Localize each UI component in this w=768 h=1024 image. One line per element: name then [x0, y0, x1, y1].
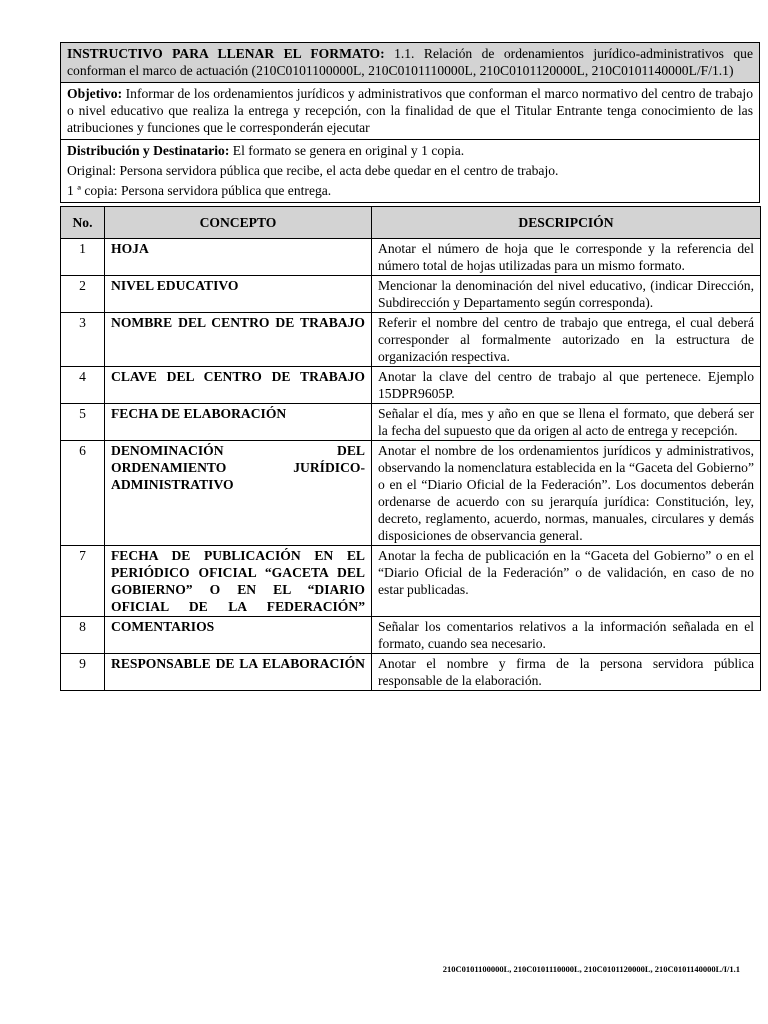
- row-description: Mencionar la denominación del nivel educativo, (indicar Dirección, Subdirección y Departamento según corresponda).: [372, 276, 761, 313]
- table-row: [61, 404, 761, 441]
- row-concept: FECHA DE PUBLICACIÓN EN EL PERIÓDICO OFICIAL “GACETA DEL GOBIERNO” O EN EL “DIARIO OFICIAL DE LA FEDERACIÓN”: [105, 546, 372, 617]
- objective-text: Informar de los ordenamientos jurídicos y administrativos que conforman el marco normativo del centro de trabajo o nivel educativo que realiza la entrega y recepción, con la finalidad de que el Titular Entrante tenga conocimiento de las atribuciones y funciones que le corresponderán ejecutar: [67, 86, 753, 135]
- row-number: 9: [61, 654, 105, 691]
- table-row: [61, 367, 761, 404]
- copy-line: 1 ª copia: Persona servidora pública que entrega.: [67, 183, 332, 198]
- instructions-title: [61, 43, 759, 83]
- objective-label: Objetivo:: [67, 86, 123, 101]
- row-number: 2: [61, 276, 105, 313]
- row-concept: NIVEL EDUCATIVO: [105, 276, 372, 313]
- row-description: Señalar el día, mes y año en que se llena el formato, que deberá ser la fecha del supuesto que da origen al acto de entrega y recepción.: [372, 404, 761, 441]
- instructions-header: [60, 42, 760, 203]
- original-line: Original: Persona servidora pública que recibe, el acta debe quedar en el centro de trabajo.: [67, 163, 559, 178]
- document-page: [60, 42, 760, 691]
- table-row: [61, 546, 761, 617]
- objective-section: [61, 83, 759, 140]
- title-text: 1.1. Relación de ordenamientos jurídico-administrativos que conforman el marco de actuación (210C0101100000L, 210C0101110000L, 210C0101120000L, 210C0101140000L/F/1.1): [67, 46, 753, 78]
- distribution-label: Distribución y Destinatario:: [67, 143, 230, 158]
- row-description: Anotar la fecha de publicación en la “Gaceta del Gobierno” o en el “Diario Oficial de la Federación” o de validación, en caso de no estar publicadas.: [372, 546, 761, 617]
- header-concepto: CONCEPTO: [105, 207, 372, 239]
- footer-code: 210C0101100000L, 210C0101110000L, 210C0101120000L, 210C0101140000L/I/1.1: [442, 964, 740, 974]
- table-row: [61, 313, 761, 367]
- row-description: Señalar los comentarios relativos a la información señalada en el formato, cuando sea necesario.: [372, 617, 761, 654]
- distribution-text: El formato se genera en original y 1 copia.: [229, 143, 465, 158]
- row-number: 5: [61, 404, 105, 441]
- row-description: Anotar el número de hoja que le corresponde y la referencia del número total de hojas utilizadas para un mismo formato.: [372, 239, 761, 276]
- table-row: [61, 276, 761, 313]
- row-concept: RESPONSABLE DE LA ELABORACIÓN: [105, 654, 372, 691]
- row-description: Anotar la clave del centro de trabajo al que pertenece. Ejemplo 15DPR9605P.: [372, 367, 761, 404]
- instructions-table: [60, 206, 761, 691]
- row-number: 7: [61, 546, 105, 617]
- table-row: [61, 239, 761, 276]
- row-concept: HOJA: [105, 239, 372, 276]
- row-description: Referir el nombre del centro de trabajo que entrega, el cual deberá corresponder al formalmente autorizado en la estructura de organización respectiva.: [372, 313, 761, 367]
- row-description: Anotar el nombre y firma de la persona servidora pública responsable de la elaboración.: [372, 654, 761, 691]
- row-number: 1: [61, 239, 105, 276]
- row-concept: COMENTARIOS: [105, 617, 372, 654]
- row-concept: NOMBRE DEL CENTRO DE TRABAJO: [105, 313, 372, 367]
- row-concept: FECHA DE ELABORACIÓN: [105, 404, 372, 441]
- row-concept: DENOMINACIÓN DEL ORDENAMIENTO JURÍDICO-ADMINISTRATIVO: [105, 441, 372, 546]
- table-row: [61, 654, 761, 691]
- table-row: [61, 441, 761, 546]
- row-description: Anotar el nombre de los ordenamientos jurídicos y administrativos, observando la nomenclatura establecida en la “Gaceta del Gobierno” o en el “Diario Oficial de la Federación”. Los documentos deberán ordenarse de acuerdo con su jerarquía jurídica: Constitución, ley, decreto, reglamento, acuerdo, normas, manuales, circulares y demás disposiciones de observancia general.: [372, 441, 761, 546]
- row-number: 8: [61, 617, 105, 654]
- row-number: 6: [61, 441, 105, 546]
- row-concept: CLAVE DEL CENTRO DE TRABAJO: [105, 367, 372, 404]
- distribution-section: [61, 140, 759, 202]
- row-number: 4: [61, 367, 105, 404]
- header-no: No.: [61, 207, 105, 239]
- title-bold: INSTRUCTIVO PARA LLENAR EL FORMATO:: [67, 46, 385, 61]
- distribution-line: [67, 142, 753, 159]
- table-header-row: [61, 207, 761, 239]
- row-number: 3: [61, 313, 105, 367]
- header-descripcion: DESCRIPCIÓN: [372, 207, 761, 239]
- table-row: [61, 617, 761, 654]
